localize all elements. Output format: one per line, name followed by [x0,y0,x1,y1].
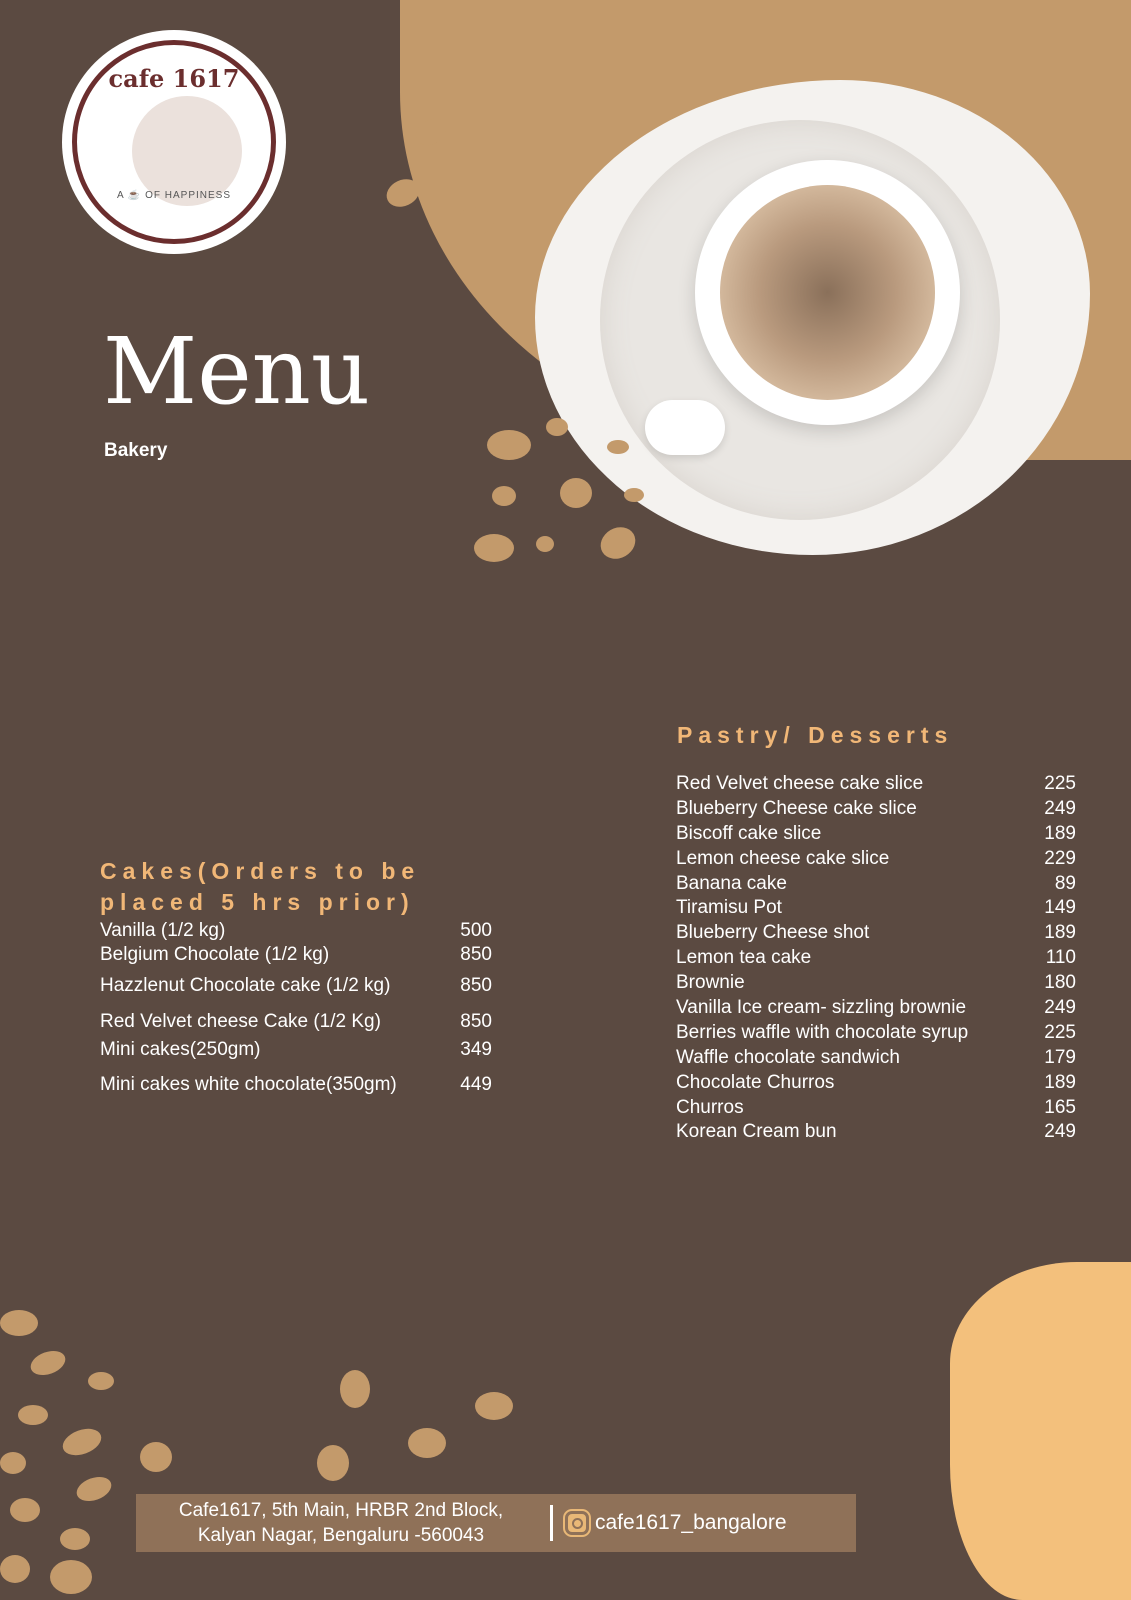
pastry-section [676,772,1076,1145]
item-name: Biscoff cake slice [676,822,822,844]
item-name: Korean Cream bun [676,1121,837,1143]
menu-item [676,921,1076,946]
divider [550,1505,553,1541]
item-name: Mini cakes(250gm) [100,1039,261,1060]
item-name: Belgium Chocolate (1/2 kg) [100,944,330,965]
item-name: Chocolate Churros [676,1071,835,1093]
item-name: Lemon cheese cake slice [676,847,890,869]
item-name: Vanilla (1/2 kg) [100,920,226,941]
page-title: Menu [103,318,371,425]
menu-item [676,1071,1076,1096]
item-price: 500 [460,920,492,941]
menu-item [100,1039,492,1061]
item-name: Brownie [676,972,745,994]
decor-blob-bottom-right [950,1262,1131,1600]
item-price: 89 [1054,872,1076,894]
item-name: Lemon tea cake [676,947,812,969]
page-subtitle: Bakery [104,440,168,461]
item-name: Red Velvet cheese cake slice [676,773,924,794]
item-name: Vanilla Ice cream- sizzling brownie [676,997,967,1019]
item-name: Mini cakes white chocolate(350gm) [100,1074,397,1095]
item-price: 225 [1044,773,1076,794]
item-name: Churros [676,1096,744,1118]
instagram-handle[interactable]: cafe1617_bangalore [595,1511,787,1534]
pastry-heading: Pastry/ Desserts [677,722,954,748]
menu-item [100,1011,492,1033]
menu-item [676,896,1076,921]
menu-item [100,975,492,997]
item-price: 249 [1044,797,1076,819]
menu-item [676,1120,1076,1145]
coffee [720,185,935,400]
menu-item [676,772,1076,797]
menu-item [676,797,1076,822]
menu-item [100,944,492,966]
item-price: 110 [1045,947,1076,969]
menu-item [676,946,1076,971]
item-name: Tiramisu Pot [676,897,782,919]
address-line-2: Kalyan Nagar, Bengaluru -560043 [197,1525,485,1546]
item-price: 189 [1044,822,1076,844]
item-price: 225 [1044,1021,1076,1043]
cup [695,160,960,425]
item-price: 179 [1044,1046,1076,1068]
address [136,1498,546,1548]
item-price: 249 [1044,997,1076,1019]
item-name: Blueberry Cheese shot [676,922,870,944]
footer-bar [136,1494,856,1552]
menu-item [100,1074,492,1096]
item-price: 180 [1044,972,1076,994]
logo-name: cafe 1617 [108,64,240,93]
logo-tagline: A ☕ OF HAPPINESS [116,190,232,201]
item-name: Banana cake [676,872,787,894]
item-price: 850 [460,944,492,965]
menu-item [676,996,1076,1021]
item-name: Blueberry Cheese cake slice [676,797,917,819]
menu-item [100,920,492,942]
item-price: 165 [1044,1096,1076,1118]
menu-item [676,971,1076,996]
item-price: 449 [460,1074,492,1095]
menu-item [676,872,1076,897]
item-name: Waffle chocolate sandwich [676,1046,900,1068]
item-price: 850 [460,1011,492,1032]
menu-item [676,847,1076,872]
instagram-icon [565,1511,589,1535]
item-price: 850 [460,975,492,996]
item-price: 249 [1044,1121,1076,1143]
menu-item [676,1021,1076,1046]
item-price: 189 [1044,922,1076,944]
menu-item [676,1046,1076,1071]
item-price: 349 [460,1039,492,1060]
menu-item [676,1096,1076,1121]
item-name: Red Velvet cheese Cake (1/2 Kg) [100,1011,381,1032]
cafe-logo [62,30,286,254]
address-line-1: Cafe1617, 5th Main, HRBR 2nd Block, [178,1500,504,1521]
item-price: 229 [1044,847,1076,869]
menu-item [676,822,1076,847]
cakes-heading: Cakes(Orders to be placed 5 hrs prior) [100,858,421,915]
item-price: 189 [1044,1071,1076,1093]
item-name: Hazzlenut Chocolate cake (1/2 kg) [100,975,391,996]
cup-handle [645,400,725,455]
item-price: 149 [1044,897,1076,919]
item-name: Berries waffle with chocolate syrup [676,1021,969,1043]
